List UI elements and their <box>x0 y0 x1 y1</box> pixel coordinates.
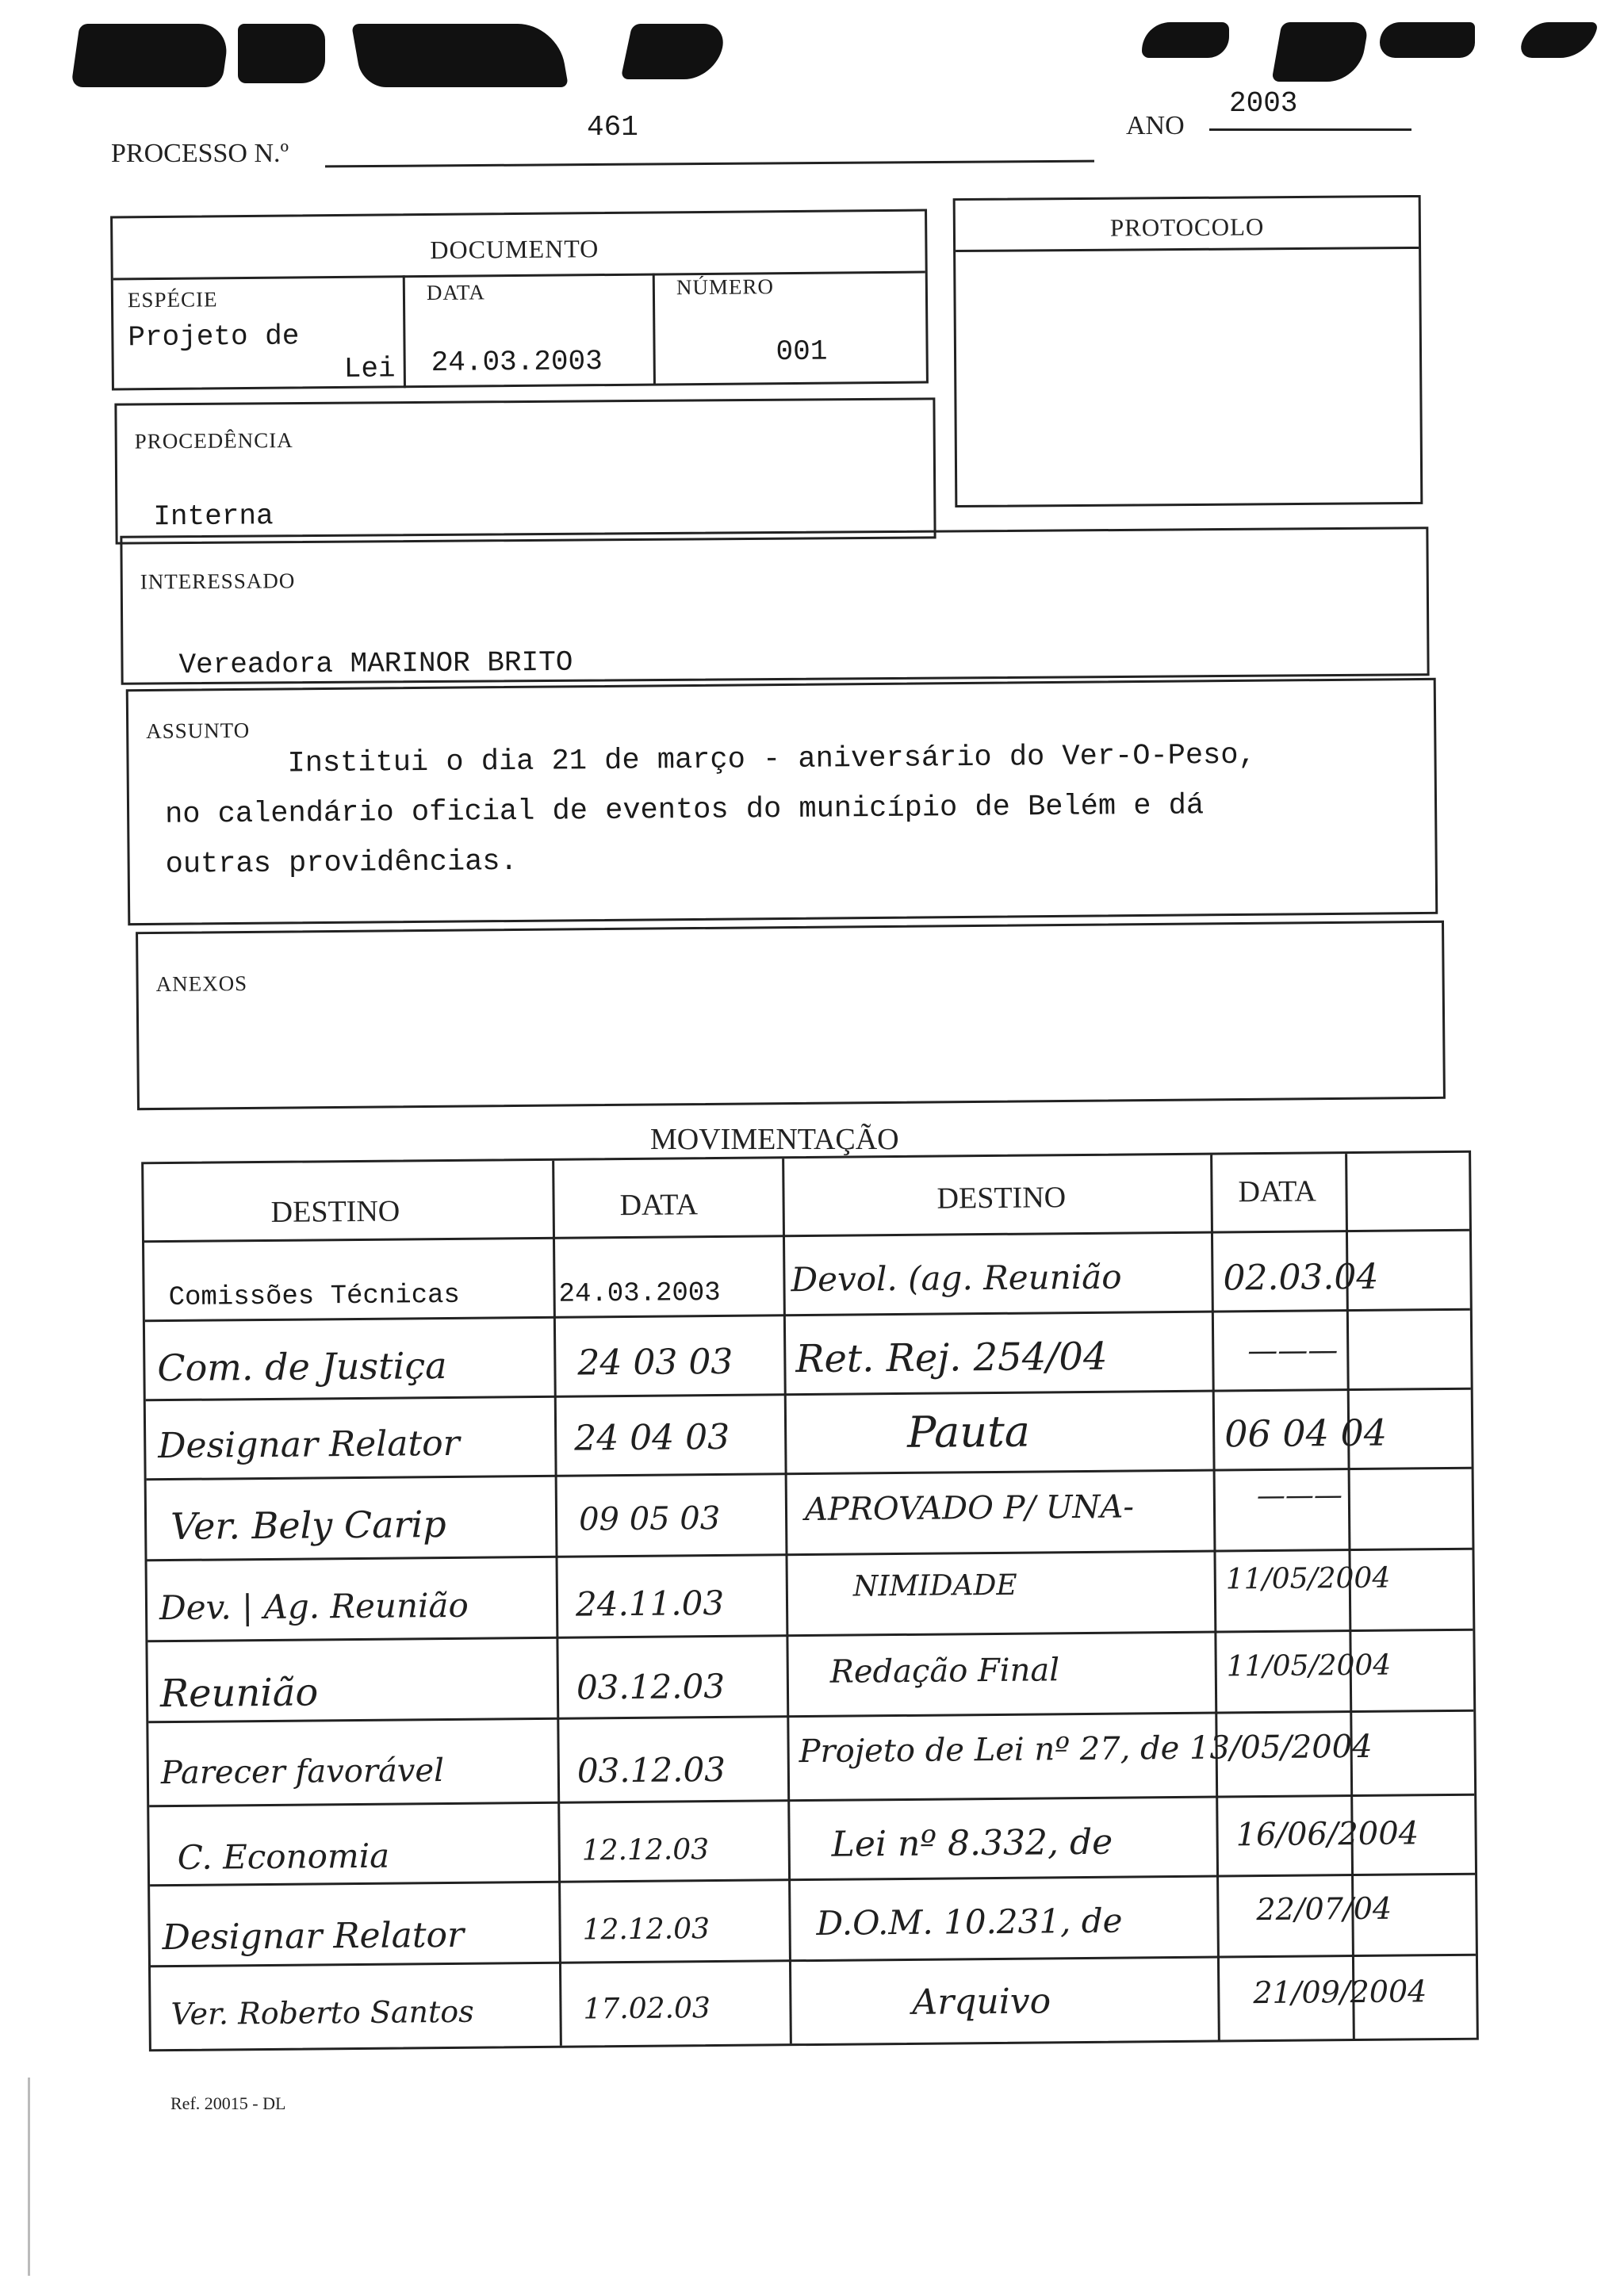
protocolo-box <box>953 195 1423 507</box>
anexos-box <box>136 921 1446 1110</box>
interessado-valor: Vereadora MARINOR BRITO <box>178 645 573 682</box>
movimentacao-table <box>141 1151 1479 2052</box>
table-cell: Com. de Justiça <box>157 1343 447 1390</box>
table-cell: Arquivo <box>912 1981 1051 2023</box>
table-cell: Ret. Rej. 254/04 <box>795 1334 1108 1382</box>
procedencia-box <box>114 397 936 544</box>
numero-valor: 001 <box>776 335 828 369</box>
table-cell: D.O.M. 10.231, de <box>816 1901 1123 1943</box>
table-cell: 11/05/2004 <box>1226 1649 1392 1683</box>
table-cell: Reunião <box>159 1670 319 1717</box>
protocolo-title: PROTOCOLO <box>1109 213 1265 242</box>
table-cell: Redação Final <box>829 1652 1060 1691</box>
data-label: DATA <box>426 280 485 305</box>
table-header-destino: DESTINO <box>270 1194 400 1229</box>
processo-underline <box>325 160 1094 168</box>
numero-label: NÚMERO <box>676 274 775 300</box>
table-cell: 11/05/2004 <box>1225 1561 1391 1596</box>
footer-ref: Ref. 20015 - DL <box>170 2093 286 2113</box>
table-cell: 12.12.03 <box>581 1833 710 1867</box>
table-row-divider <box>147 1548 1473 1562</box>
documento-box <box>110 209 929 391</box>
table-cell: Designar Relator <box>162 1914 465 1959</box>
table-cell: 17.02.03 <box>583 1992 710 2026</box>
table-row-divider <box>147 1629 1473 1643</box>
table-cell: APROVADO P/ UNA- <box>804 1488 1135 1529</box>
documento-col-divider <box>403 275 406 388</box>
especie-line1: Projeto de <box>128 320 300 354</box>
interessado-box <box>120 527 1429 685</box>
table-cell: 24 04 03 <box>573 1416 730 1459</box>
table-cell: Comissões Técnicas <box>168 1280 461 1314</box>
table-cell: 22/07/04 <box>1256 1890 1392 1928</box>
assunto-label: ASSUNTO <box>146 718 251 743</box>
table-cell: 21/09/2004 <box>1253 1974 1427 2011</box>
interessado-label: INTERESSADO <box>140 569 296 594</box>
table-col-divider <box>1210 1155 1220 2040</box>
table-cell: ——— <box>1247 1332 1339 1369</box>
especie-label: ESPÉCIE <box>127 287 218 312</box>
documento-title-divider <box>113 271 925 281</box>
table-header-data: DATA <box>1238 1174 1316 1209</box>
assunto-line1: Institui o dia 21 de março - aniversário do Ver-O-Peso, <box>287 738 1256 781</box>
table-cell: 24.11.03 <box>575 1583 725 1624</box>
protocolo-title-divider <box>956 247 1419 252</box>
header-scan-artifact <box>1380 22 1475 58</box>
table-cell: 09 05 03 <box>578 1499 721 1538</box>
table-cell: Devol. (ag. Reunião <box>791 1257 1122 1300</box>
header-scan-artifact <box>621 24 728 79</box>
documento-col-divider <box>653 274 656 386</box>
table-cell: Ver. Bely Carip <box>170 1503 446 1549</box>
header-scan-artifact <box>238 24 325 83</box>
documento-title: DOCUMENTO <box>430 234 599 264</box>
table-row-divider <box>146 1388 1471 1402</box>
table-cell: 03.12.03 <box>576 1749 726 1790</box>
table-cell: 24.03.2003 <box>558 1277 721 1310</box>
processo-numero: 461 <box>587 111 638 144</box>
header-scan-artifact <box>1518 22 1599 58</box>
header-scan-artifact <box>351 24 569 87</box>
movimentacao-title: MOVIMENTAÇÃO <box>650 1123 899 1156</box>
table-cell: 16/06/2004 <box>1235 1815 1419 1854</box>
table-cell: 24 03 03 <box>577 1341 733 1384</box>
table-cell: 03.12.03 <box>576 1666 726 1707</box>
especie-line2: Lei <box>343 352 396 385</box>
table-cell: Designar Relator <box>158 1423 460 1467</box>
scan-edge-line <box>28 2078 30 2276</box>
table-cell: 12.12.03 <box>582 1913 710 1947</box>
table-row-divider <box>149 1794 1474 1808</box>
table-header-data: DATA <box>619 1188 699 1223</box>
table-header-destino: DESTINO <box>936 1181 1067 1216</box>
data-valor: 24.03.2003 <box>431 345 603 379</box>
ano-underline <box>1209 128 1411 131</box>
header-scan-artifact <box>71 24 230 87</box>
table-cell: Ver. Roberto Santos <box>170 1993 474 2032</box>
table-cell: NIMIDADE <box>852 1568 1017 1603</box>
ano-label: ANO <box>1126 111 1185 140</box>
header-scan-artifact <box>1142 22 1229 58</box>
table-cell: Dev. | Ag. Reunião <box>159 1585 469 1628</box>
table-cell: 06 04 04 <box>1224 1411 1388 1456</box>
table-cell: 02.03.04 <box>1223 1256 1379 1299</box>
table-cell: Lei nº 8.332, de <box>831 1821 1113 1865</box>
assunto-line2: no calendário oficial de eventos do município de Belém e dá <box>164 789 1205 832</box>
table-row-divider <box>147 1467 1472 1481</box>
table-cell: C. Economia <box>177 1836 390 1877</box>
table-row-divider <box>144 1229 1469 1243</box>
table-cell: Pauta <box>906 1406 1031 1457</box>
table-row-divider <box>148 1710 1473 1724</box>
assunto-line3: outras providências. <box>165 844 518 882</box>
processo-label: PROCESSO N.º <box>111 139 289 168</box>
table-cell: Parecer favorável <box>160 1752 445 1792</box>
anexos-label: ANEXOS <box>155 971 248 996</box>
assunto-box <box>126 678 1438 925</box>
procedencia-label: PROCEDÊNCIA <box>134 428 293 454</box>
table-cell: ——— <box>1256 1479 1343 1513</box>
header-scan-artifact <box>1271 22 1369 82</box>
table-cell: Projeto de Lei nº 27, de 13/05/2004 <box>799 1728 1373 1771</box>
ano-valor: 2003 <box>1229 87 1298 120</box>
procedencia-valor: Interna <box>153 500 274 534</box>
